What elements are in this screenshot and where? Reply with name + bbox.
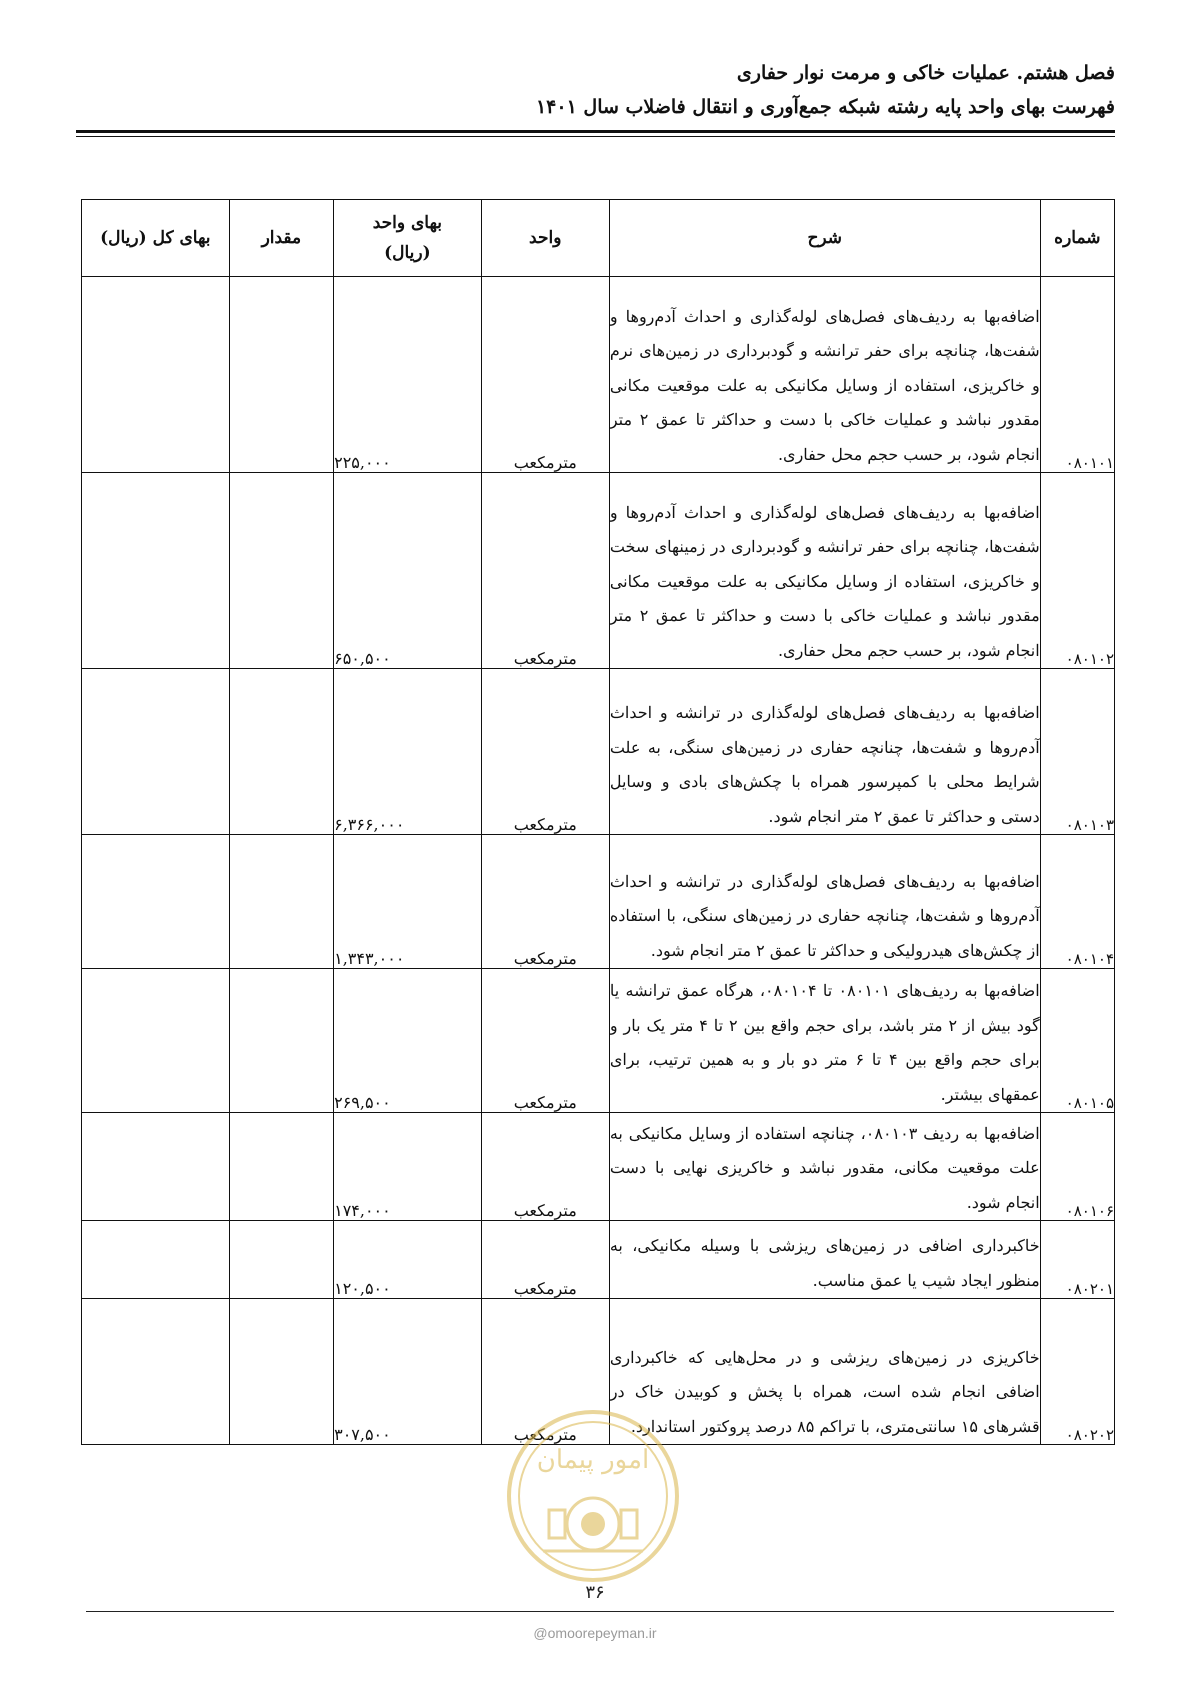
row-quantity-cell [229,669,333,835]
table-row [82,669,1115,835]
col-header-price-currency: (ریال) [384,243,431,263]
catalog-title: فهرست بهای واحد پایه رشته شبکه جمع‌آوری و انتقال فاضلاب سال ۱۴۰۱ [535,96,1115,118]
col-header-code: شماره [1040,200,1114,277]
row-unit: مترمکعب [481,1113,609,1221]
col-header-desc: شرح [609,200,1040,277]
row-unit-price: ۶۵۰,۵۰۰ [334,473,482,669]
col-header-price [334,200,482,277]
row-unit: مترمکعب [481,835,609,969]
row-description: اضافه‌بها به ردیف ۰۸۰۱۰۳، چنانچه استفاده از وسایل مکانیکی به علت موقعیت مکانی، مقدور نباشد و خاکریزی نهایی با دست انجام شود. [609,1113,1040,1221]
watermark-site-text: @omoorepeyman.ir [533,1625,657,1641]
row-unit-price: ۲۶۹,۵۰۰ [334,969,482,1113]
row-code: ۰۸۰۲۰۲ [1040,1299,1114,1445]
row-unit-price: ۳۰۷,۵۰۰ [334,1299,482,1445]
row-total-cell [82,969,230,1113]
row-total-cell [82,277,230,473]
col-header-qty: مقدار [229,200,333,277]
row-quantity-cell [229,1221,333,1299]
header-rule-thick [76,130,1115,133]
row-code: ۰۸۰۲۰۱ [1040,1221,1114,1299]
row-unit-price: ۶,۳۶۶,۰۰۰ [334,669,482,835]
row-unit-price: ۲۲۵,۰۰۰ [334,277,482,473]
row-quantity-cell [229,1299,333,1445]
row-unit-price: ۱,۳۴۳,۰۰۰ [334,835,482,969]
page-number: ۳۶ [585,1582,605,1603]
table-row [82,1221,1115,1299]
row-description: اضافه‌بها به ردیف‌های فصل‌های لوله‌گذاری در ترانشه و احداث آدم‌روها و شفت‌ها، چنانچه حفاری در زمین‌های سنگی، به علت شرایط محلی با کمپرسور همراه با چکش‌های بادی و وسایل دستی و حداکثر تا عمق ۲ متر انجام شود. [609,669,1040,835]
row-description: اضافه‌بها به ردیف‌های فصل‌های لوله‌گذاری در ترانشه و احداث آدم‌روها و شفت‌ها، چنانچه حفاری در زمین‌های سنگی، با استفاده از چکش‌های هیدرولیکی و حداکثر تا عمق ۲ متر انجام شود. [609,835,1040,969]
row-quantity-cell [229,473,333,669]
header-rule-thin [76,136,1115,137]
table-row [82,1113,1115,1221]
table-row [82,1299,1115,1445]
table-row [82,473,1115,669]
row-description: اضافه‌بها به ردیف‌های فصل‌های لوله‌گذاری و احداث آدم‌روها و شفت‌ها، چنانچه برای حفر ترانشه و گودبرداری در زمین‌های نرم و خاکریزی، استفاده از وسایل مکانیکی به علت موقعیت مکانی مقدور نباشد و عملیات خاکی با دست و حداکثر تا عمق ۲ متر انجام شود، بر حسب حجم محل حفاری. [609,277,1040,473]
page-header [75,56,1115,124]
row-total-cell [82,1221,230,1299]
row-description: خاکبرداری اضافی در زمین‌های ریزشی با وسیله مکانیکی، به منظور ایجاد شیب یا عمق مناسب. [609,1221,1040,1299]
row-description: اضافه‌بها به ردیف‌های فصل‌های لوله‌گذاری و احداث آدم‌روها و شفت‌ها، چنانچه برای حفر ترانشه و گودبرداری در زمینهای سخت و خاکریزی، استفاده از وسایل مکانیکی به علت موقعیت مکانی مقدور نباشد و عملیات خاکی با دست و حداکثر تا عمق ۲ متر انجام شود، بر حسب حجم محل حفاری. [609,473,1040,669]
row-unit: مترمکعب [481,969,609,1113]
col-header-price-label: بهای واحد [372,213,443,233]
row-unit-price: ۱۷۴,۰۰۰ [334,1113,482,1221]
row-total-cell [82,1113,230,1221]
row-code: ۰۸۰۱۰۳ [1040,669,1114,835]
row-code: ۰۸۰۱۰۴ [1040,835,1114,969]
row-quantity-cell [229,277,333,473]
row-total-cell [82,473,230,669]
row-code: ۰۸۰۱۰۲ [1040,473,1114,669]
chapter-title: فصل هشتم. عملیات خاکی و مرمت نوار حفاری [736,62,1115,84]
col-header-unit: واحد [481,200,609,277]
row-total-cell [82,1299,230,1445]
row-code: ۰۸۰۱۰۵ [1040,969,1114,1113]
table-row [82,277,1115,473]
row-description: اضافه‌بها به ردیف‌های ۰۸۰۱۰۱ تا ۰۸۰۱۰۴، هرگاه عمق ترانشه یا گود بیش از ۲ متر باشد، برای حجم واقع بین ۲ تا ۴ متر یک بار و برای حجم واقع بین ۴ تا ۶ متر دو بار و به همین ترتیب، برای عمقهای بیشتر. [609,969,1040,1113]
table-row [82,969,1115,1113]
row-unit: مترمکعب [481,277,609,473]
row-unit-price: ۱۲۰,۵۰۰ [334,1221,482,1299]
seal-text: امور پیمان [536,1445,650,1475]
row-total-cell [82,669,230,835]
footer-rule [86,1611,1114,1612]
row-quantity-cell [229,1113,333,1221]
col-header-total: بهای کل (ریال) [82,200,230,277]
row-quantity-cell [229,969,333,1113]
table-row [82,835,1115,969]
row-code: ۰۸۰۱۰۱ [1040,277,1114,473]
table-header-row [82,200,1115,277]
row-unit: مترمکعب [481,1221,609,1299]
row-unit: مترمکعب [481,473,609,669]
row-description: خاکریزی در زمین‌های ریزشی و در محل‌هایی که خاکبرداری اضافی انجام شده است، همراه با پخش و کوبیدن خاک در قشرهای ۱۵ سانتی‌متری، با تراکم ۸۵ درصد پروکتور استاندارد. [609,1299,1040,1445]
row-total-cell [82,835,230,969]
row-code: ۰۸۰۱۰۶ [1040,1113,1114,1221]
price-table [81,199,1115,1445]
row-quantity-cell [229,835,333,969]
row-unit: مترمکعب [481,1299,609,1445]
row-unit: مترمکعب [481,669,609,835]
